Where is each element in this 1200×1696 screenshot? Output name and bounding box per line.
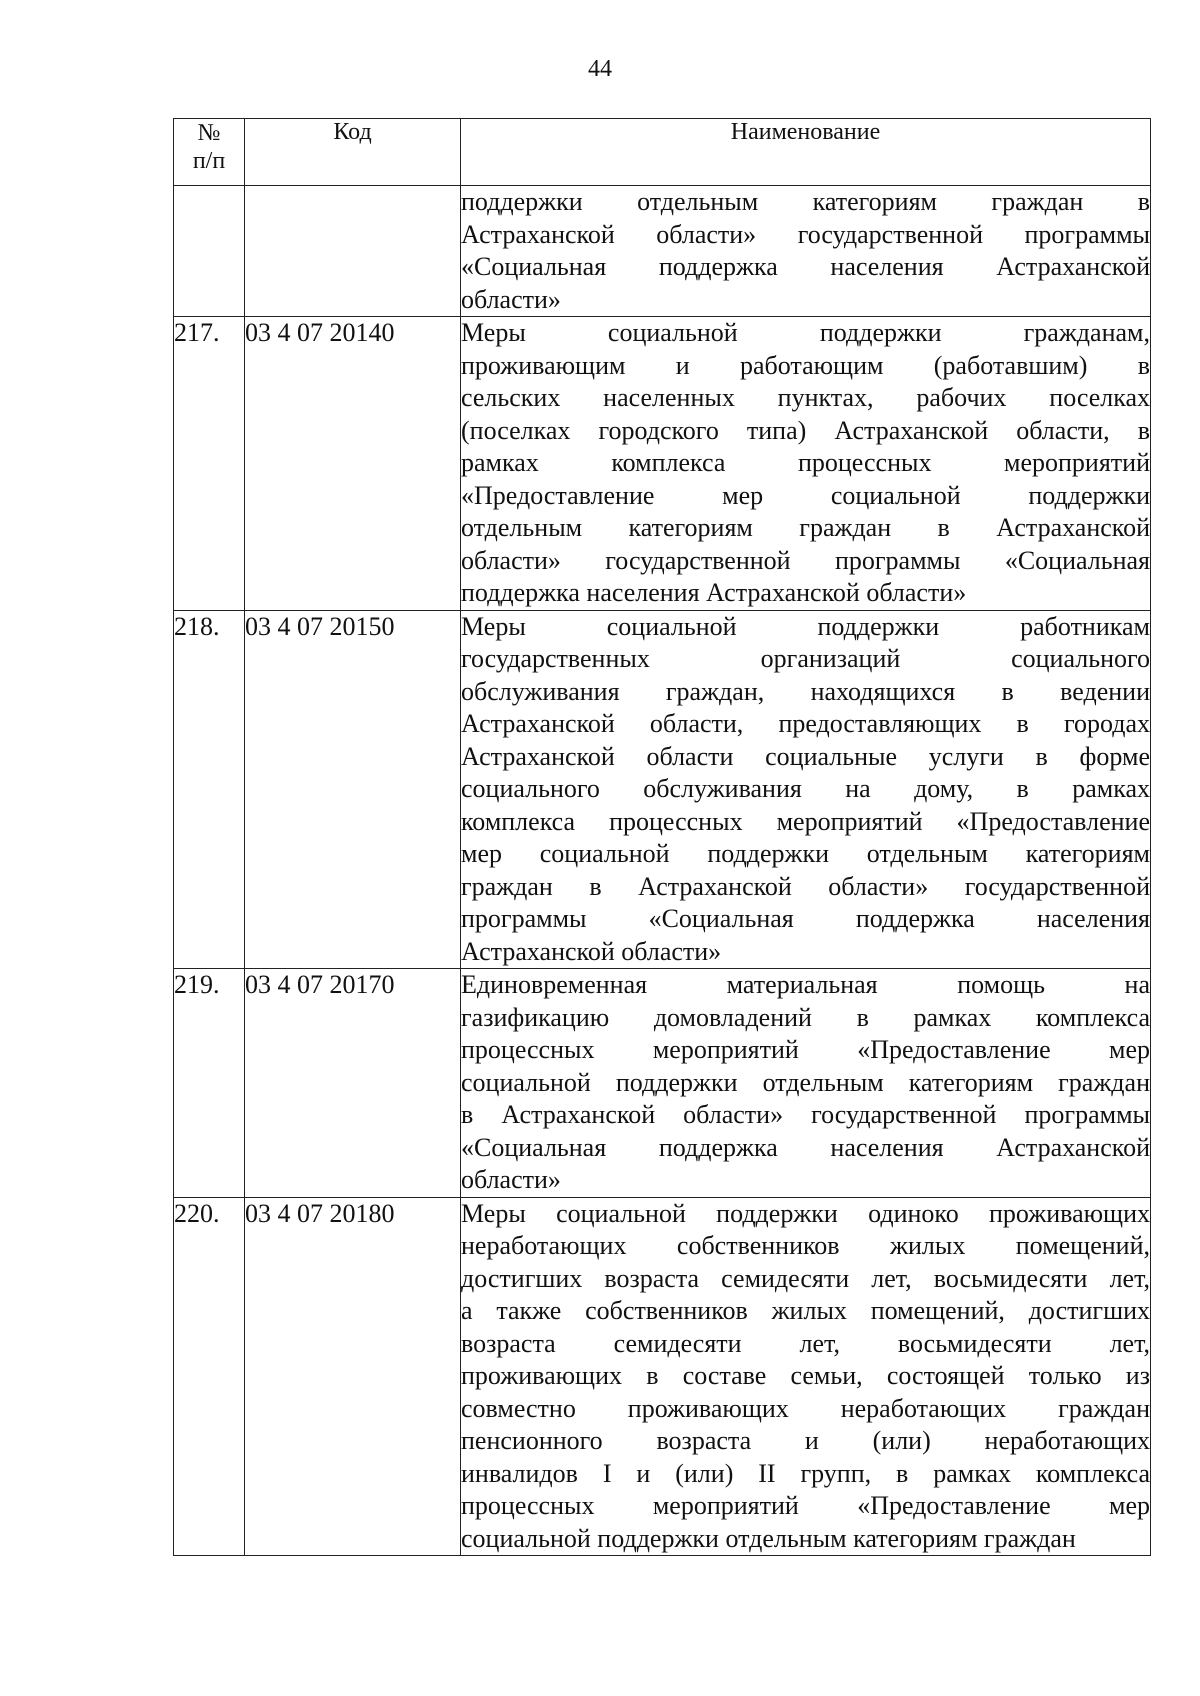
row-name-line: «Предоставление мер социальной поддержки	[461, 480, 1150, 510]
row-name-line: а также собственников жилых помещений, достигших	[461, 1296, 1150, 1325]
row-number: 218.	[174, 610, 245, 969]
header-name: Наименование	[461, 119, 1151, 186]
row-name-line: в Астраханской области» государственной программы	[461, 1100, 1150, 1129]
row-name-line: проживающим и работающим (работавшим) в	[461, 350, 1150, 380]
row-name-line: государственных организаций социального	[461, 644, 1150, 673]
row-name-line: Астраханской области»	[461, 936, 722, 966]
header-code: Код	[245, 119, 461, 186]
table-row	[174, 186, 1151, 317]
row-name	[461, 186, 1151, 317]
row-name-line: сельских населенных пунктах, рабочих поселках	[461, 383, 1150, 412]
row-name-line: обслуживания граждан, находящихся в ведении	[461, 676, 1150, 706]
row-name-line: программы «Социальная поддержка населения	[461, 904, 1150, 933]
row-name-line: процессных мероприятий «Предоставление мер	[461, 1491, 1150, 1520]
row-name-line: социальной поддержки отдельным категориям граждан	[461, 1523, 1076, 1553]
row-name-line: совместно проживающих неработающих граждан	[461, 1393, 1150, 1423]
table-body	[174, 186, 1151, 1556]
header-num-line1: №	[197, 120, 221, 146]
row-name-line: проживающих в составе семьи, состоящей только из	[461, 1361, 1150, 1390]
row-name-line: рамках комплекса процессных мероприятий	[461, 448, 1150, 477]
row-code: 03 4 07 20170	[245, 969, 461, 1198]
row-name	[461, 610, 1151, 969]
row-name	[461, 969, 1151, 1198]
row-name-line: (поселках городского типа) Астраханской области, в	[461, 415, 1150, 445]
row-number: 220.	[174, 1197, 245, 1556]
table-row	[174, 969, 1151, 1198]
row-name-line: неработающих собственников жилых помещений,	[461, 1231, 1150, 1260]
row-code	[245, 186, 461, 317]
row-name-line: области»	[461, 284, 561, 314]
row-name	[461, 1197, 1151, 1556]
row-name-line: Единовременная материальная помощь на	[461, 970, 1150, 999]
row-name-line: процессных мероприятий «Предоставление мер	[461, 1035, 1150, 1064]
row-number: 217.	[174, 317, 245, 611]
row-name-line: «Социальная поддержка населения Астраханской	[461, 252, 1150, 281]
row-code: 03 4 07 20150	[245, 610, 461, 969]
table-row	[174, 610, 1151, 969]
page-number: 44	[588, 56, 612, 82]
row-name-line: возраста семидесяти лет, восьмидесяти лет,	[461, 1328, 1150, 1358]
row-code: 03 4 07 20180	[245, 1197, 461, 1556]
row-number: 219.	[174, 969, 245, 1198]
row-name-line: области» государственной программы «Социальная	[461, 545, 1150, 575]
row-name-line: поддержка населения Астраханской области»	[461, 578, 967, 607]
row-name-line: пенсионного возраста и (или) неработающих	[461, 1426, 1150, 1455]
row-name-line: инвалидов I и (или) II групп, в рамках комплекса	[461, 1458, 1150, 1488]
table-row	[174, 317, 1151, 611]
row-name-line: Астраханской области» государственной программы	[461, 219, 1150, 249]
row-name-line: комплекса процессных мероприятий «Предоставление	[461, 806, 1150, 836]
table-row	[174, 1197, 1151, 1556]
row-name-line: газификацию домовладений в рамках комплекса	[461, 1002, 1150, 1032]
row-code: 03 4 07 20140	[245, 317, 461, 611]
header-num	[174, 119, 245, 186]
row-name-line: Меры социальной поддержки работникам	[461, 611, 1150, 641]
row-name-line: Астраханской области, предоставляющих в городах	[461, 709, 1150, 738]
row-name-line: области»	[461, 1165, 561, 1194]
table-header-row	[174, 119, 1151, 186]
row-name-line: Меры социальной поддержки одиноко проживающих	[461, 1198, 1150, 1228]
row-name-line: Астраханской области социальные услуги в форме	[461, 741, 1150, 771]
row-name-line: Меры социальной поддержки гражданам,	[461, 318, 1150, 347]
row-name-line: граждан в Астраханской области» государственной	[461, 871, 1150, 901]
row-name	[461, 317, 1151, 611]
row-name-line: отдельным категориям граждан в Астраханской	[461, 513, 1150, 542]
row-name-line: «Социальная поддержка населения Астраханской	[461, 1132, 1150, 1162]
row-name-line: достигших возраста семидесяти лет, восьмидесяти лет,	[461, 1263, 1150, 1293]
row-name-line: мер социальной поддержки отдельным категориям	[461, 839, 1150, 868]
header-num-line2: п/п	[192, 148, 226, 174]
row-name-line: социального обслуживания на дому, в рамках	[461, 774, 1150, 803]
row-name-line: поддержки отдельным категориям граждан в	[461, 187, 1150, 216]
row-number	[174, 186, 245, 317]
document-table	[173, 118, 1151, 1556]
row-name-line: социальной поддержки отдельным категориям граждан	[461, 1067, 1150, 1097]
